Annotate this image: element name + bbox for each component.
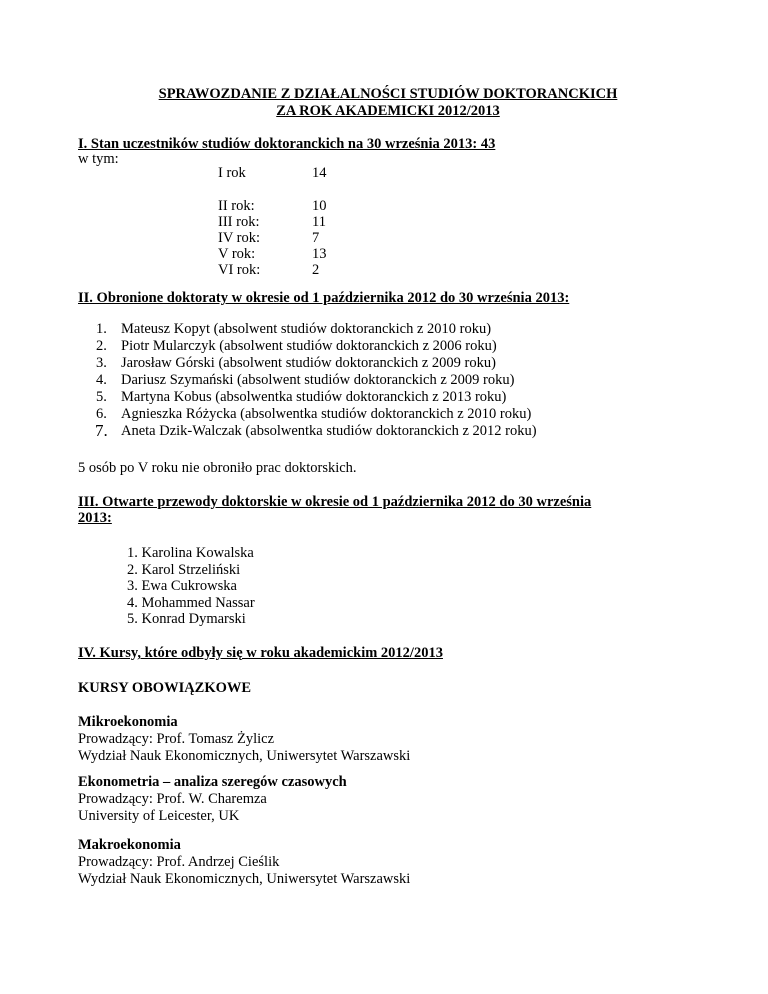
list-item — [78, 389, 537, 406]
course-block — [78, 837, 410, 888]
section-2-heading: II. Obronione doktoraty w okresie od 1 października 2012 do 30 września 2013: — [78, 290, 570, 306]
course-name: Ekonometria – analiza szeregów czasowych — [78, 774, 347, 790]
list-item — [78, 321, 537, 338]
section-4-subheading: KURSY OBOWIĄZKOWE — [78, 680, 252, 696]
list-item — [78, 355, 537, 372]
section-1-intro: w tym: — [78, 151, 119, 167]
list-item: 2. Karol Strzeliński — [127, 561, 241, 578]
course-lecturer: Prowadzący: Prof. Tomasz Żylicz — [78, 731, 275, 747]
year-row — [218, 262, 418, 279]
year-row — [218, 165, 418, 182]
section-4-heading: IV. Kursy, które odbyły się w roku akademickim 2012/2013 — [78, 645, 443, 661]
section-3-heading-line-1: III. Otwarte przewody doktorskie w okresie od 1 października 2012 do 30 września — [78, 494, 592, 510]
list-number: 2. — [96, 338, 107, 354]
section-2-note: 5 osób po V roku nie obroniło prac doktorskich. — [78, 460, 357, 476]
year-row — [218, 214, 418, 231]
year-count: 2 — [312, 262, 320, 278]
course-block — [78, 774, 347, 825]
list-text: Dariusz Szymański (absolwent studiów doktoranckich z 2009 roku) — [121, 372, 515, 388]
list-number: 6. — [96, 406, 107, 422]
opened-proceedings-list — [127, 545, 255, 628]
list-number: 3. — [96, 355, 107, 371]
defended-doctorates-list — [78, 321, 537, 440]
course-institution: Wydział Nauk Ekonomicznych, Uniwersytet Warszawski — [78, 871, 411, 887]
list-text: Piotr Mularczyk (absolwent studiów doktoranckich z 2006 roku) — [121, 338, 497, 354]
year-count: 7 — [312, 230, 320, 246]
list-item — [78, 406, 537, 423]
list-item: 5. Konrad Dymarski — [127, 611, 246, 627]
list-number: 4. — [96, 372, 107, 388]
list-item — [78, 338, 537, 355]
course-lecturer: Prowadzący: Prof. W. Charemza — [78, 791, 267, 807]
course-institution: University of Leicester, UK — [78, 808, 240, 824]
list-text: Agnieszka Różycka (absolwentka studiów doktoranckich z 2010 roku) — [121, 406, 532, 422]
year-count: 14 — [312, 165, 327, 181]
section-1-heading: I. Stan uczestników studiów doktoranckich na 30 września 2013: 43 — [78, 136, 496, 152]
year-count: 13 — [312, 246, 327, 262]
list-number: 7. — [95, 421, 108, 440]
year-row — [218, 198, 418, 215]
list-item: 4. Mohammed Nassar — [127, 594, 255, 611]
year-label: III rok: — [218, 214, 260, 230]
course-institution: Wydział Nauk Ekonomicznych, Uniwersytet Warszawski — [78, 748, 411, 764]
list-text: Aneta Dzik-Walczak (absolwentka studiów doktoranckich z 2012 roku) — [121, 423, 537, 439]
list-text: Mateusz Kopyt (absolwent studiów doktoranckich z 2010 roku) — [121, 321, 492, 337]
list-item: 3. Ewa Cukrowska — [127, 578, 237, 594]
year-label: VI rok: — [218, 262, 261, 278]
year-count: 10 — [312, 198, 327, 214]
year-count: 11 — [312, 214, 326, 230]
list-item: 1. Karolina Kowalska — [127, 545, 254, 561]
course-name: Mikroekonomia — [78, 714, 178, 730]
document-title — [78, 86, 698, 120]
title-line-1: SPRAWOZDANIE Z DZIAŁALNOŚCI STUDIÓW DOKTORANCKICH — [158, 86, 618, 102]
section-3-heading-line-2: 2013: — [78, 510, 112, 526]
year-label: IV rok: — [218, 230, 261, 246]
year-row — [218, 230, 418, 247]
list-text: Jarosław Górski (absolwent studiów doktoranckich z 2009 roku) — [121, 355, 496, 371]
list-number: 5. — [96, 389, 107, 405]
course-name: Makroekonomia — [78, 837, 181, 853]
title-line-2: ZA ROK AKADEMICKI 2012/2013 — [276, 103, 500, 119]
list-item — [78, 372, 537, 389]
list-text: Martyna Kobus (absolwentka studiów doktoranckich z 2013 roku) — [121, 389, 507, 405]
year-row — [218, 246, 418, 263]
course-lecturer: Prowadzący: Prof. Andrzej Cieślik — [78, 854, 280, 870]
list-number: 1. — [96, 321, 107, 337]
year-label: V rok: — [218, 246, 256, 262]
list-item — [78, 423, 537, 440]
year-label: I rok — [218, 165, 246, 181]
course-block — [78, 714, 410, 765]
year-label: II rok: — [218, 198, 255, 214]
